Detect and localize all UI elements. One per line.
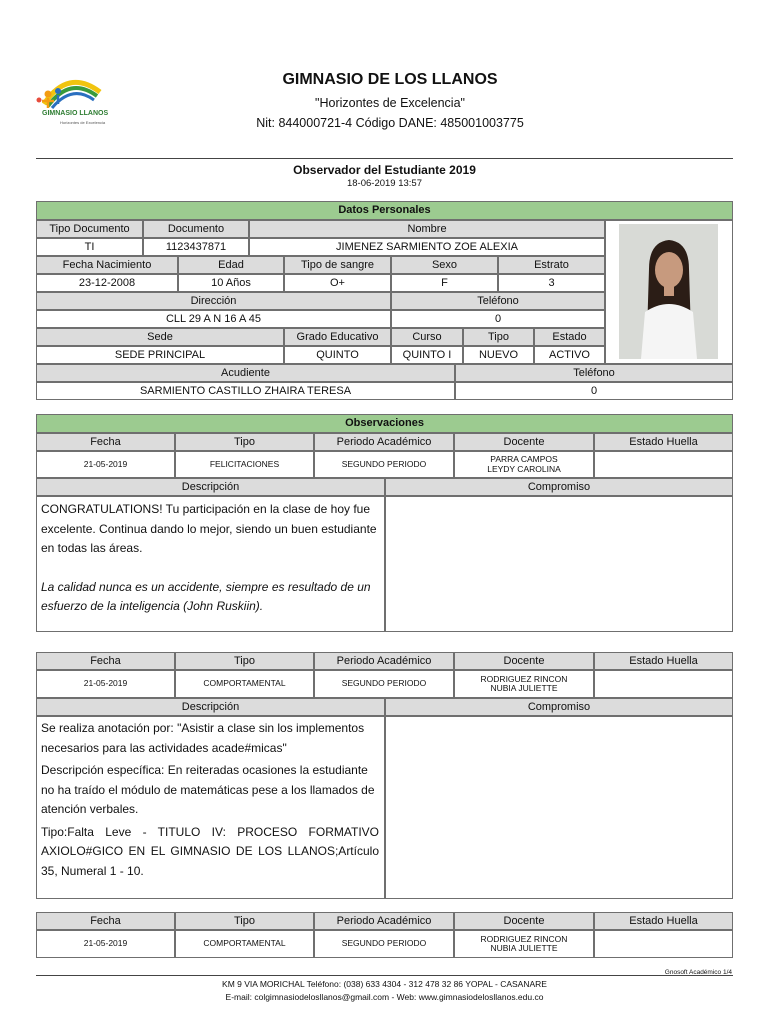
column-docente: Docente: [454, 433, 594, 451]
label-documento: Documento: [143, 220, 249, 238]
column-estado-huella: Estado Huella: [594, 433, 733, 451]
value-estado: ACTIVO: [534, 346, 605, 364]
label-edad: Edad: [178, 256, 284, 274]
column-estado-huella: Estado Huella: [594, 912, 733, 930]
column-docente: Docente: [454, 912, 594, 930]
column-tipo: Tipo: [175, 912, 314, 930]
entry-estado-huella: [594, 451, 733, 478]
label-sexo: Sexo: [391, 256, 498, 274]
school-motto: "Horizontes de Excelencia": [315, 96, 465, 110]
document-datetime: 18-06-2019 13:57: [346, 178, 422, 189]
student-photo: [619, 224, 718, 359]
label-estrato: Estrato: [498, 256, 605, 274]
column-periodo: Periodo Académico: [314, 912, 454, 930]
column-fecha: Fecha: [36, 433, 175, 451]
value-nombre: JIMENEZ SARMIENTO ZOE ALEXIA: [249, 238, 605, 256]
entry-tipo: FELICITACIONES: [175, 451, 314, 478]
docente-line: RODRIGUEZ RINCON: [480, 673, 568, 684]
label-curso: Curso: [391, 328, 463, 346]
value-grado: QUINTO: [284, 346, 391, 364]
column-tipo: Tipo: [175, 652, 314, 670]
value-telefono-acudiente: 0: [455, 382, 733, 400]
school-name: GIMNASIO DE LOS LLANOS: [282, 71, 498, 88]
value-telefono: 0: [391, 310, 605, 328]
description-text: [41, 719, 379, 881]
value-fecha-nacimiento: 23-12-2008: [36, 274, 178, 292]
label-direccion: Dirección: [36, 292, 391, 310]
entry-fecha: 21-05-2019: [36, 670, 175, 698]
entry-estado-huella: [594, 670, 733, 698]
school-logo: [30, 70, 108, 132]
column-fecha: Fecha: [36, 912, 175, 930]
value-tipo: NUEVO: [463, 346, 534, 364]
value-estrato: 3: [498, 274, 605, 292]
label-fecha-nacimiento: Fecha Nacimiento: [36, 256, 178, 274]
label-telefono-acudiente: Teléfono: [455, 364, 733, 382]
entry-docente: [454, 451, 594, 478]
description-paragraph: Se realiza anotación por: "Asistir a clase sin los implementos necesarios para las actividades acade#micas": [41, 721, 365, 755]
value-sexo: F: [391, 274, 498, 292]
label-grado: Grado Educativo: [284, 328, 391, 346]
label-tipo-documento: Tipo Documento: [36, 220, 143, 238]
entry-docente: [454, 930, 594, 958]
label-compromiso: Compromiso: [385, 698, 733, 716]
label-tipo: Tipo: [463, 328, 534, 346]
value-edad: 10 Años: [178, 274, 284, 292]
entry-estado-huella: [594, 930, 733, 958]
column-fecha: Fecha: [36, 652, 175, 670]
description-quote: La calidad nunca es un accidente, siempre es resultado de un esfuerzo de la inteligencia (John Ruskiin).: [41, 579, 371, 613]
value-sede: SEDE PRINCIPAL: [36, 346, 284, 364]
entry-docente: [454, 670, 594, 698]
document-title: Observador del Estudiante 2019: [293, 163, 476, 177]
observations-section-header: Observaciones: [36, 414, 733, 433]
value-documento: 1123437871: [143, 238, 249, 256]
label-nombre: Nombre: [249, 220, 605, 238]
value-acudiente: SARMIENTO CASTILLO ZHAIRA TERESA: [36, 382, 455, 400]
footer-address: KM 9 VIA MORICHAL Teléfono: (038) 633 4304 - 312 478 32 86 YOPAL - CASANARE: [222, 979, 547, 989]
label-compromiso: Compromiso: [385, 478, 733, 496]
footer-contact: E-mail: colgimnasiodelosllanos@gmail.com - Web: www.gimnasiodelosllanos.edu.co: [225, 992, 544, 1002]
docente-line: NUBIA JULIETTE: [490, 683, 558, 693]
student-photo-graphic: [619, 224, 718, 359]
compromiso-cell: [385, 496, 733, 632]
logo-text: GIMNASIO LLANOS: [42, 110, 109, 117]
label-estado: Estado: [534, 328, 605, 346]
logo-subtext: Horizontes de Excelencia: [60, 120, 106, 125]
value-curso: QUINTO I: [391, 346, 463, 364]
label-tipo-sangre: Tipo de sangre: [284, 256, 391, 274]
column-estado-huella: Estado Huella: [594, 652, 733, 670]
nit-line: Nit: 844000721-4 Código DANE: 485001003775: [256, 116, 524, 130]
entry-tipo: COMPORTAMENTAL: [175, 930, 314, 958]
label-descripcion: Descripción: [36, 698, 385, 716]
personal-section-header: Datos Personales: [36, 201, 733, 220]
docente-line: PARRA CAMPOS: [490, 454, 558, 465]
entry-periodo: SEGUNDO PERIODO: [314, 451, 454, 478]
entry-periodo: SEGUNDO PERIODO: [314, 930, 454, 958]
label-telefono: Teléfono: [391, 292, 605, 310]
entry-fecha: 21-05-2019: [36, 451, 175, 478]
docente-line: LEYDY CAROLINA: [487, 463, 561, 474]
description-paragraph: CONGRATULATIONS! Tu participación en la clase de hoy fue excelente. Continua dando lo mejor, siendo un buen estudiante en todas las áreas.: [41, 502, 377, 555]
value-direccion: CLL 29 A N 16 A 45: [36, 310, 391, 328]
docente-line: NUBIA JULIETTE: [490, 943, 558, 953]
label-acudiente: Acudiente: [36, 364, 455, 382]
page-info: Gnosoft Académico 1/4: [664, 969, 732, 976]
footer-divider: [36, 975, 733, 976]
column-periodo: Periodo Académico: [314, 652, 454, 670]
column-docente: Docente: [454, 652, 594, 670]
description-paragraph: Descripción específica: En reiteradas ocasiones la estudiante no ha traído el módulo de matemáticas pese a los llamados de atención verbales.: [41, 763, 375, 816]
description-paragraph: Tipo:Falta Leve - TITULO IV: PROCESO FORMATIVO AXIOLO#GICO EN EL GIMNASIO DE LOS LLANOS;Artículo 35, Numeral 1 - 10.: [41, 824, 379, 878]
entry-periodo: SEGUNDO PERIODO: [314, 670, 454, 698]
compromiso-cell: [385, 716, 733, 899]
label-sede: Sede: [36, 328, 284, 346]
entry-fecha: 21-05-2019: [36, 930, 175, 958]
value-tipo-documento: TI: [36, 238, 143, 256]
description-text: [41, 500, 379, 617]
docente-line: RODRIGUEZ RINCON: [480, 933, 568, 944]
header-divider: [36, 158, 733, 159]
label-descripcion: Descripción: [36, 478, 385, 496]
column-tipo: Tipo: [175, 433, 314, 451]
value-tipo-sangre: O+: [284, 274, 391, 292]
entry-tipo: COMPORTAMENTAL: [175, 670, 314, 698]
column-periodo: Periodo Académico: [314, 433, 454, 451]
